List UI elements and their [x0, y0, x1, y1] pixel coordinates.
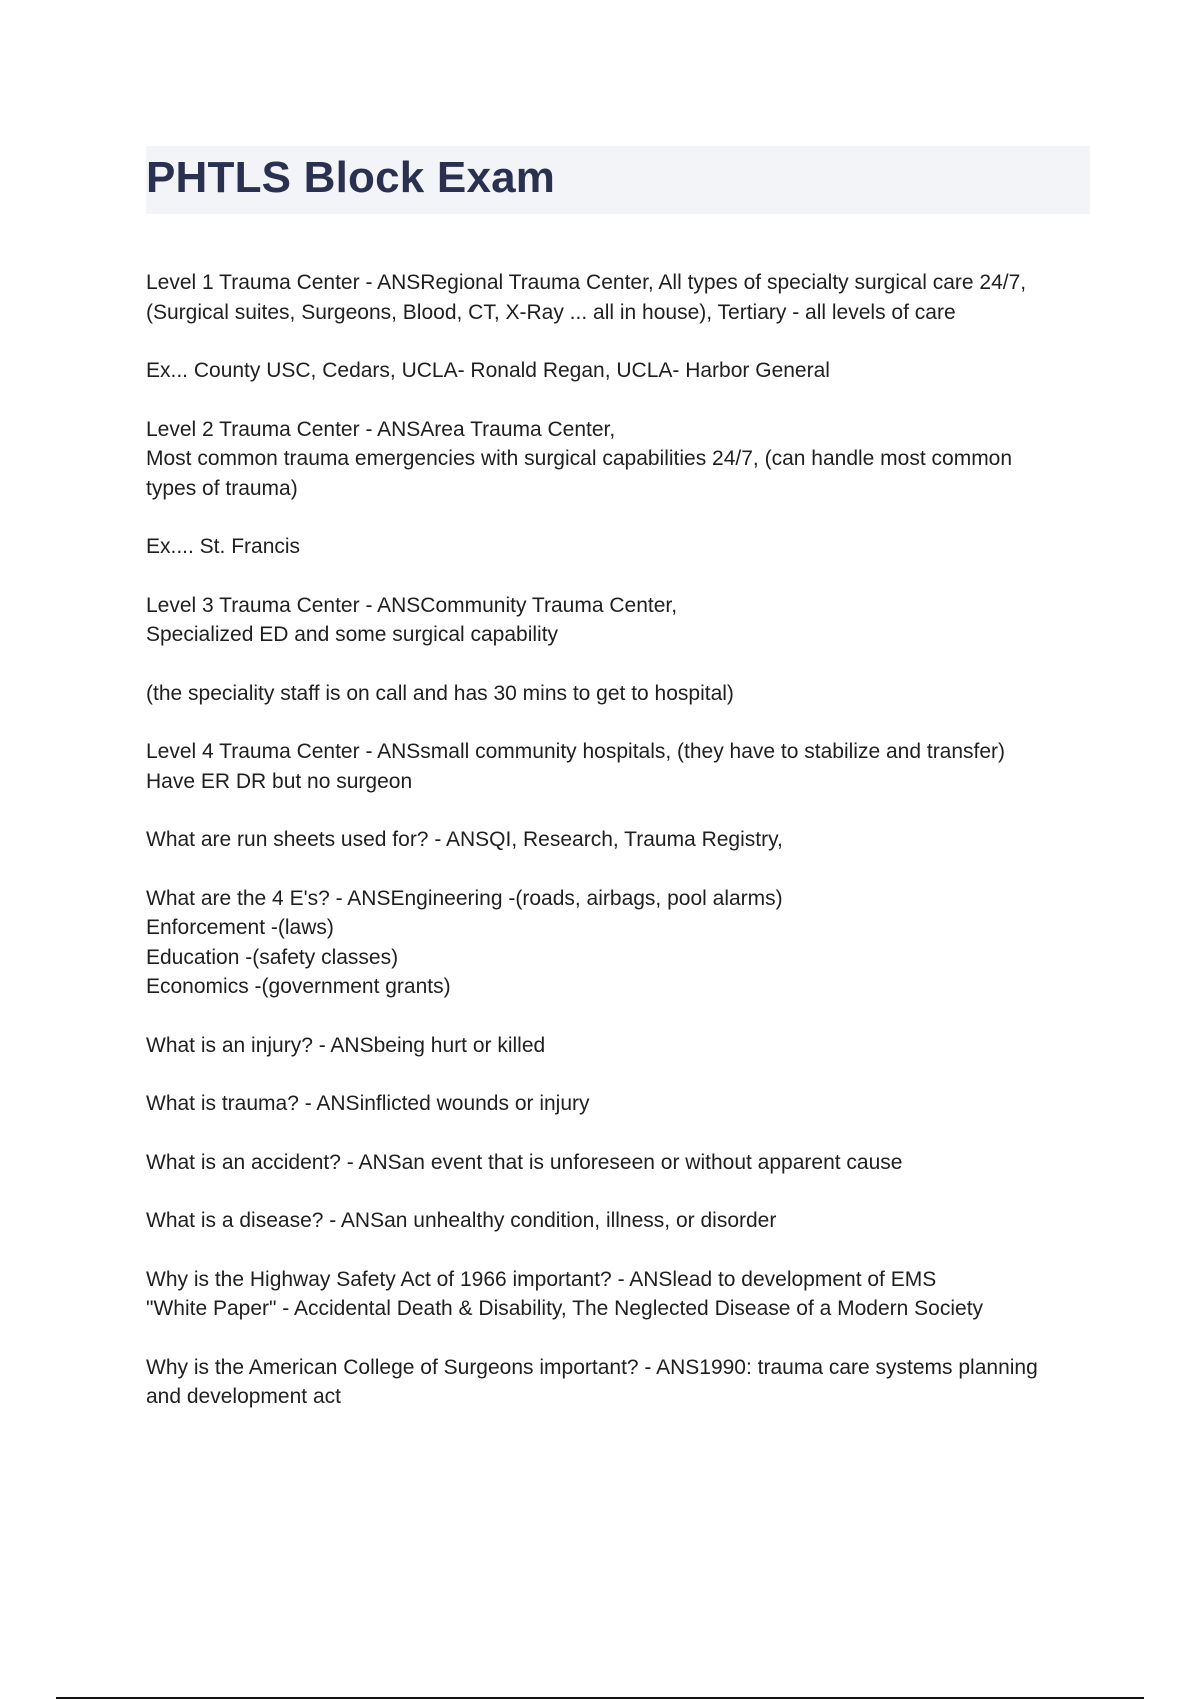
qa-highway-safety-act	[146, 1265, 1096, 1324]
qa-level-3-trauma-center	[146, 591, 1096, 650]
text-line: Most common trauma emergencies with surgical capabilities 24/7, (can handle most common	[146, 447, 1013, 470]
text-line: Why is the American College of Surgeons important? - ANS1990: trauma care systems planning	[146, 1355, 1038, 1379]
text-line: (the speciality staff is on call and has 30 mins to get to hospital)	[146, 681, 734, 705]
text-line: "White Paper" - Accidental Death & Disability, The Neglected Disease of a Modern Society	[146, 1297, 984, 1320]
text-line: What is an accident? - ANSan event that is unforeseen or without apparent cause	[146, 1150, 903, 1174]
text-line: What is a disease? - ANSan unhealthy condition, illness, or disorder	[146, 1209, 777, 1232]
text-line: Economics -(government grants)	[146, 975, 451, 998]
qa-level-2-trauma-center	[146, 415, 1096, 504]
text-line: What is an injury? - ANSbeing hurt or killed	[146, 1033, 546, 1057]
level-1-examples	[146, 356, 1096, 386]
text-line: What is trauma? - ANSinflicted wounds or injury	[146, 1092, 590, 1115]
qa-four-es	[146, 884, 1096, 1002]
document-body	[146, 268, 1096, 1441]
qa-american-college-of-surgeons	[146, 1353, 1096, 1412]
qa-trauma	[146, 1089, 1096, 1119]
text-line: types of trauma)	[146, 476, 298, 500]
level-3-note	[146, 679, 1096, 709]
text-line: Level 2 Trauma Center - ANSArea Trauma Center,	[146, 417, 616, 441]
footer-divider	[56, 1697, 1144, 1699]
title-band	[146, 146, 1090, 214]
level-2-examples	[146, 532, 1096, 562]
text-line: Why is the Highway Safety Act of 1966 important? - ANSlead to development of EMS	[146, 1267, 937, 1291]
text-line: Have ER DR but no surgeon	[146, 769, 413, 793]
qa-level-4-trauma-center	[146, 737, 1096, 796]
text-line: (Surgical suites, Surgeons, Blood, CT, X-Ray ... all in house), Tertiary - all levels of care	[146, 300, 956, 324]
text-line: Education -(safety classes)	[146, 945, 399, 969]
text-line: Enforcement -(laws)	[146, 916, 334, 939]
document-title: PHTLS Block Exam	[146, 153, 556, 202]
text-line: and development act	[146, 1385, 341, 1408]
qa-level-1-trauma-center	[146, 268, 1096, 327]
text-line: Level 4 Trauma Center - ANSsmall community hospitals, (they have to stabilize and transfer)	[146, 740, 1006, 763]
text-line: Level 1 Trauma Center - ANSRegional Trauma Center, All types of specialty surgical care 24/7,	[146, 271, 1027, 294]
qa-injury	[146, 1031, 1096, 1061]
text-line: Specialized ED and some surgical capability	[146, 623, 559, 646]
text-line: What are run sheets used for? - ANSQI, Research, Trauma Registry,	[146, 828, 783, 851]
text-line: Ex.... St. Francis	[146, 535, 301, 558]
qa-run-sheets	[146, 825, 1096, 855]
text-line: Ex... County USC, Cedars, UCLA- Ronald Regan, UCLA- Harbor General	[146, 359, 830, 382]
text-line: What are the 4 E's? - ANSEngineering -(roads, airbags, pool alarms)	[146, 886, 783, 910]
text-line: Level 3 Trauma Center - ANSCommunity Trauma Center,	[146, 593, 678, 617]
qa-accident	[146, 1148, 1096, 1178]
qa-disease	[146, 1206, 1096, 1236]
